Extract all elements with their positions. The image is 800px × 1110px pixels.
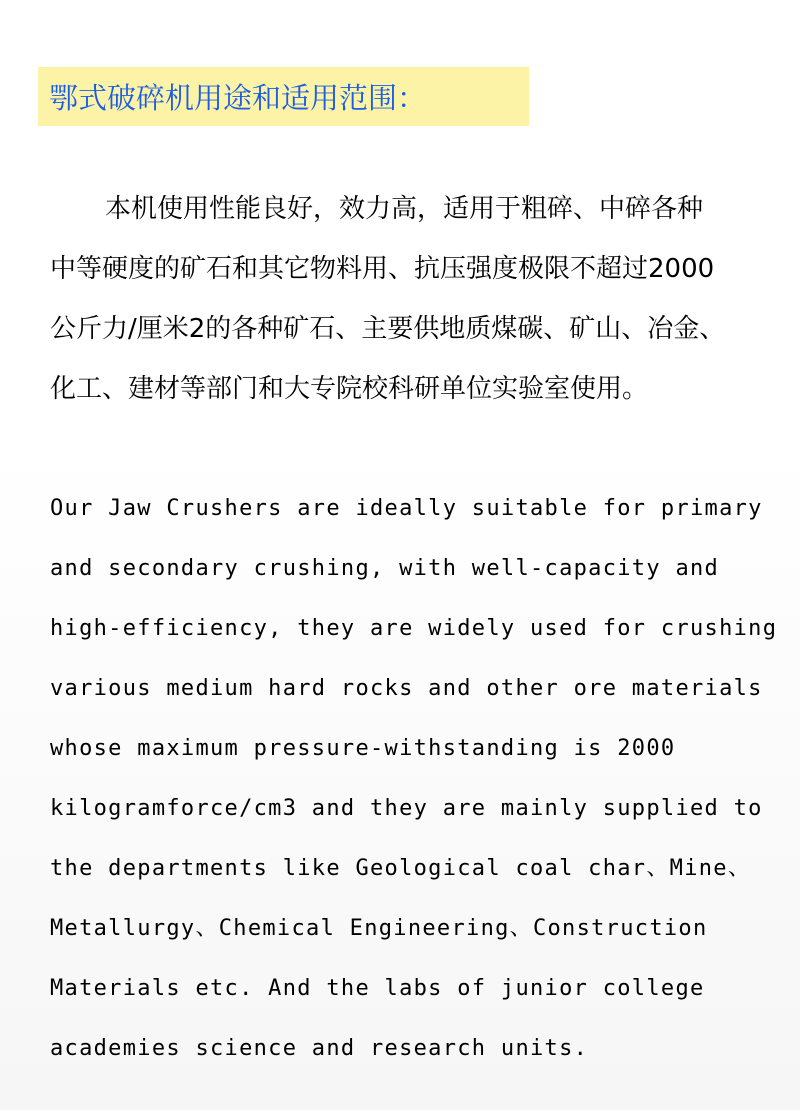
english-line: Our Jaw Crushers are ideally suitable for primary xyxy=(50,496,763,521)
chinese-description xyxy=(50,186,785,426)
english-line: Materials etc. And the labs of junior college xyxy=(50,976,705,1001)
chinese-line: 中等硬度的矿石和其它物料用、抗压强度极限不超过2000 xyxy=(50,254,715,284)
english-line: the departments like Geological coal char、Mine、 xyxy=(50,856,752,881)
english-line: academies science and research units. xyxy=(50,1036,589,1061)
english-line: and secondary crushing, with well-capacity and xyxy=(50,556,720,581)
heading-banner xyxy=(38,67,529,126)
english-line: high-efficiency, they are widely used for crushing xyxy=(50,616,778,641)
chinese-line: 公斤力/厘米2的各种矿石、主要供地质煤碳、矿山、冶金、 xyxy=(50,314,726,344)
english-line: various medium hard rocks and other ore materials xyxy=(50,676,763,701)
english-line: Metallurgy、Chemical Engineering、Construction xyxy=(50,916,708,941)
chinese-line: 本机使用性能良好，效力高，适用于粗碎、中碎各种 xyxy=(105,194,704,224)
english-description xyxy=(50,490,790,1090)
english-line: whose maximum pressure-withstanding is 2000 xyxy=(50,736,676,761)
english-line: kilogramforce/cm3 and they are mainly supplied to xyxy=(50,796,763,821)
page-title: 鄂式破碎机用途和适用范围： xyxy=(49,81,427,115)
chinese-line: 化工、建材等部门和大专院校科研单位实验室使用。 xyxy=(50,374,649,404)
